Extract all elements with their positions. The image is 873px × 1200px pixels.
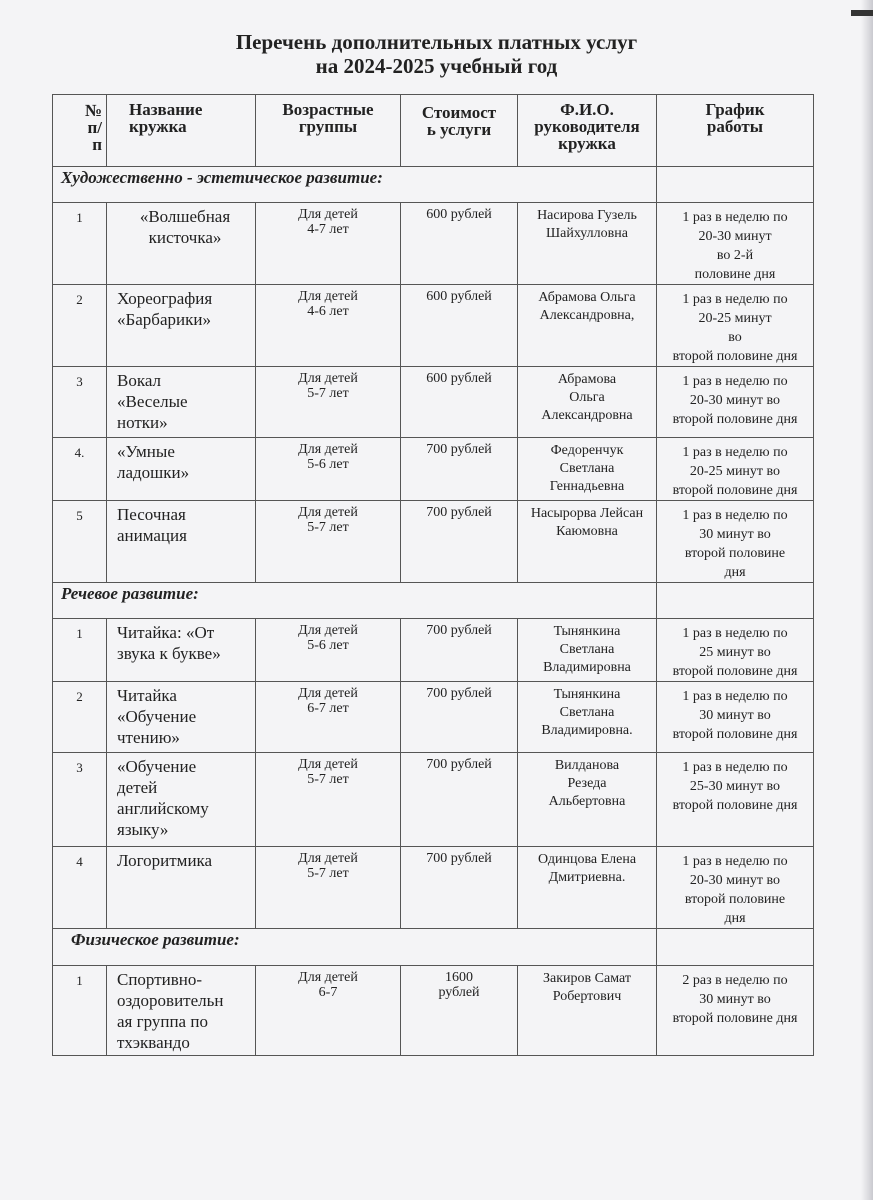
section-empty-cell (657, 167, 814, 203)
row-number: 1 (53, 966, 107, 1056)
club-name: «Обучение детей английскому языку» (107, 753, 256, 847)
row-number: 1 (53, 203, 107, 285)
table-row (53, 847, 814, 929)
row-number: 2 (53, 285, 107, 367)
price: 700 рублей (401, 682, 518, 753)
row-number: 2 (53, 682, 107, 753)
leader-name: Закиров Самат Робертович (518, 966, 657, 1056)
club-name: Читайка «Обучение чтению» (107, 682, 256, 753)
age-group: Для детей 5-7 лет (256, 753, 401, 847)
table-row (53, 753, 814, 847)
section-empty-cell (657, 929, 814, 966)
price: 700 рублей (401, 753, 518, 847)
section-row (53, 583, 814, 619)
schedule: 1 раз в неделю по 20-30 минут во 2-й половине дня (657, 203, 814, 285)
section-title: Речевое развитие: (53, 583, 657, 619)
price: 700 рублей (401, 619, 518, 682)
document-title (0, 30, 873, 78)
schedule: 1 раз в неделю по 30 минут во второй половине дня (657, 501, 814, 583)
price: 700 рублей (401, 847, 518, 929)
club-name: Хореография «Барбарики» (107, 285, 256, 367)
schedule: 1 раз в неделю по 25 минут во второй половине дня (657, 619, 814, 682)
header-club-name: Название кружка (107, 95, 256, 167)
schedule: 1 раз в неделю по 20-30 минут во второй половине дня (657, 367, 814, 438)
section-empty-cell (657, 583, 814, 619)
leader-name: Тынянкина Светлана Владимировна. (518, 682, 657, 753)
club-name: Вокал «Веселые нотки» (107, 367, 256, 438)
row-number: 3 (53, 367, 107, 438)
age-group: Для детей 5-6 лет (256, 619, 401, 682)
age-group: Для детей 5-7 лет (256, 501, 401, 583)
club-name: Логоритмика (107, 847, 256, 929)
club-name: Спортивно- оздоровительн ая группа по тхэквандо (107, 966, 256, 1056)
age-group: Для детей 4-7 лет (256, 203, 401, 285)
table-header-row (53, 95, 814, 167)
table-row (53, 966, 814, 1056)
table-row (53, 203, 814, 285)
age-group: Для детей 4-6 лет (256, 285, 401, 367)
club-name: Песочная анимация (107, 501, 256, 583)
club-name: Читайка: «От звука к букве» (107, 619, 256, 682)
header-leader: Ф.И.О. руководителя кружка (518, 95, 657, 167)
age-group: Для детей 5-7 лет (256, 847, 401, 929)
age-group: Для детей 5-7 лет (256, 367, 401, 438)
schedule: 1 раз в неделю по 20-25 минут во второй половине дня (657, 285, 814, 367)
header-age-groups: Возрастные группы (256, 95, 401, 167)
age-group: Для детей 5-6 лет (256, 438, 401, 501)
table-row (53, 367, 814, 438)
title-line-2: на 2024-2025 учебный год (315, 54, 558, 78)
leader-name: Насирова Гузель Шайхулловна (518, 203, 657, 285)
leader-name: Абрамова Ольга Александровна, (518, 285, 657, 367)
leader-name: Одинцова Елена Дмитриевна. (518, 847, 657, 929)
price: 600 рублей (401, 367, 518, 438)
price: 600 рублей (401, 203, 518, 285)
row-number: 1 (53, 619, 107, 682)
age-group: Для детей 6-7 (256, 966, 401, 1056)
section-row (53, 929, 814, 966)
row-number: 4 (53, 847, 107, 929)
schedule: 1 раз в неделю по 20-25 минут во второй половине дня (657, 438, 814, 501)
price: 600 рублей (401, 285, 518, 367)
row-number: 4. (53, 438, 107, 501)
schedule: 1 раз в неделю по 25-30 минут во второй половине дня (657, 753, 814, 847)
services-table (52, 94, 814, 1056)
title-line-1: Перечень дополнительных платных услуг (235, 30, 638, 54)
table-row (53, 682, 814, 753)
row-number: 3 (53, 753, 107, 847)
header-schedule: График работы (657, 95, 814, 167)
table-row (53, 438, 814, 501)
leader-name: Абрамова Ольга Александровна (518, 367, 657, 438)
section-row (53, 167, 814, 203)
club-name: «Волшебная кисточка» (107, 203, 256, 285)
schedule: 1 раз в неделю по 30 минут во второй половине дня (657, 682, 814, 753)
club-name: «Умные ладошки» (107, 438, 256, 501)
leader-name: Федоренчук Светлана Геннадьевна (518, 438, 657, 501)
leader-name: Вилданова Резеда Альбертовна (518, 753, 657, 847)
leader-name: Тынянкина Светлана Владимировна (518, 619, 657, 682)
row-number: 5 (53, 501, 107, 583)
header-number: № п/ п (53, 95, 107, 167)
table-row (53, 501, 814, 583)
price: 700 рублей (401, 438, 518, 501)
schedule: 2 раз в неделю по 30 минут во второй половине дня (657, 966, 814, 1056)
schedule: 1 раз в неделю по 20-30 минут во второй половине дня (657, 847, 814, 929)
section-title: Физическое развитие: (53, 929, 657, 966)
table-row (53, 285, 814, 367)
header-price: Стоимост ь услуги (401, 95, 518, 167)
page-edge (861, 0, 873, 1200)
section-title: Художественно - эстетическое развитие: (53, 167, 657, 203)
price: 1600 рублей (401, 966, 518, 1056)
table-row (53, 619, 814, 682)
scan-corner-mark (851, 10, 873, 16)
price: 700 рублей (401, 501, 518, 583)
leader-name: Насырорва Лейсан Каюмовна (518, 501, 657, 583)
age-group: Для детей 6-7 лет (256, 682, 401, 753)
